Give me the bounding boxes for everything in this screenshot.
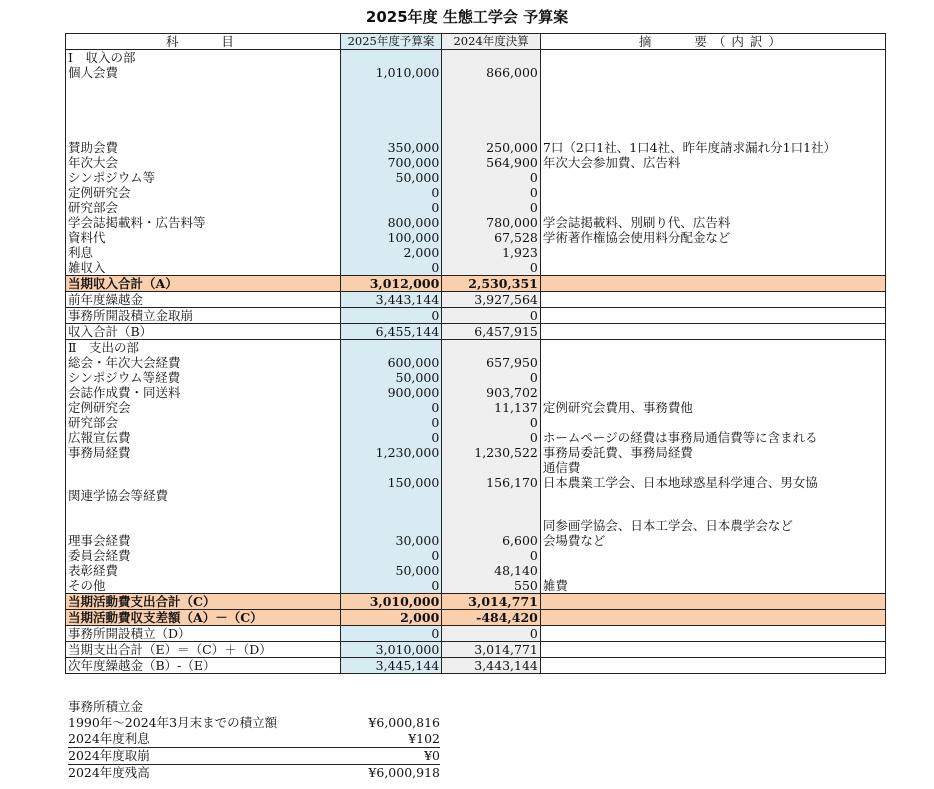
table-header-row — [66, 34, 886, 50]
row-settle: 780,000 — [442, 215, 541, 230]
row-settle: 0 — [442, 170, 541, 185]
reserve-fund-row — [68, 765, 440, 781]
table-row — [66, 475, 886, 518]
row-note — [540, 200, 885, 215]
reserve-d-budget: 0 — [340, 626, 442, 642]
row-note — [540, 185, 885, 200]
summary-row — [66, 308, 886, 324]
row-note — [540, 245, 885, 260]
reserve-fund-row — [68, 715, 440, 731]
row-item: 研究部会 — [66, 200, 341, 215]
row-item: シンポジウム等 — [66, 170, 341, 185]
row-budget: 0 — [340, 400, 442, 415]
summary-row — [66, 324, 886, 340]
row-budget: 900,000 — [340, 385, 442, 400]
table-row — [66, 65, 886, 80]
table-row — [66, 400, 886, 415]
reserve-fund-value: ¥102 — [408, 731, 440, 746]
row-budget: 0 — [340, 548, 442, 563]
row-settle: 564,900 — [442, 155, 541, 170]
row-settle: 0 — [442, 260, 541, 276]
row-note: 日本農業工学会、日本地球惑星科学連合、男女協 — [540, 475, 885, 518]
withdraw-label: 事務所開設積立金取崩 — [66, 308, 341, 324]
row-item: 広報宣伝費 — [66, 430, 341, 445]
row-settle: 550 — [442, 578, 541, 594]
summary-row — [66, 292, 886, 308]
reserve-d-settle: 0 — [442, 626, 541, 642]
row-budget: 150,000 — [340, 475, 442, 518]
row-budget: 50,000 — [340, 170, 442, 185]
table-row — [66, 578, 886, 594]
row-budget: 600,000 — [340, 355, 442, 370]
section-row — [66, 340, 886, 356]
row-item: 理事会経費 — [66, 533, 341, 548]
row-budget: 1,230,000 — [340, 445, 442, 460]
table-row — [66, 415, 886, 430]
table-row-continuation — [66, 460, 886, 475]
table-row — [66, 563, 886, 578]
summary-row — [66, 658, 886, 674]
row-settle: 866,000 — [442, 65, 541, 80]
reserve-fund-value: ¥6,000,918 — [368, 765, 440, 780]
row-budget: 50,000 — [340, 370, 442, 385]
row-settle: 0 — [442, 200, 541, 215]
row-item: 年次大会 — [66, 155, 341, 170]
row-budget: 30,000 — [340, 533, 442, 548]
row-settle: 1,923 — [442, 245, 541, 260]
row-item: 雑収入 — [66, 260, 341, 276]
table-row — [66, 200, 886, 215]
row-item: 表彰経費 — [66, 563, 341, 578]
table-row — [66, 355, 886, 370]
total-income-settle: 2,530,351 — [442, 276, 541, 292]
row-note — [540, 385, 885, 400]
row-note — [540, 548, 885, 563]
section-row — [66, 50, 886, 66]
row-item: その他 — [66, 578, 341, 594]
reserve-fund-label: 1990年～2024年3月末までの積立額 — [68, 715, 278, 730]
header-item: 科 目 — [66, 34, 341, 50]
reserve-fund-title: 事務所積立金 — [68, 699, 144, 714]
spacer-row — [66, 80, 886, 140]
row-budget: 0 — [340, 185, 442, 200]
row-settle: 0 — [442, 430, 541, 445]
row-budget: 0 — [340, 260, 442, 276]
row-item: 利息 — [66, 245, 341, 260]
row-settle: 11,137 — [442, 400, 541, 415]
table-row — [66, 170, 886, 185]
total-expense-budget: 3,010,000 — [340, 594, 442, 610]
next-carry-settle: 3,443,144 — [442, 658, 541, 674]
summary-row — [66, 626, 886, 642]
row-budget: 700,000 — [340, 155, 442, 170]
row-note: 7口（2口1社、1口4社、昨年度請求漏れ分1口1社） — [540, 140, 885, 155]
table-row — [66, 245, 886, 260]
row-item: 会誌作成費・同送料 — [66, 385, 341, 400]
row-item: シンポジウム等経費 — [66, 370, 341, 385]
next-carry-budget: 3,445,144 — [340, 658, 442, 674]
row-settle: 250,000 — [442, 140, 541, 155]
budget-table — [65, 33, 886, 674]
total-e-budget: 3,010,000 — [340, 642, 442, 658]
row-settle: 48,140 — [442, 563, 541, 578]
row-note: 定例研究会費用、事務費他 — [540, 400, 885, 415]
reserve-fund-value: ¥6,000,816 — [368, 715, 440, 730]
row-budget: 50,000 — [340, 563, 442, 578]
section-title: Ⅱ 支出の部 — [66, 340, 341, 356]
row-budget: 0 — [340, 415, 442, 430]
row-settle: 156,170 — [442, 475, 541, 518]
table-row — [66, 155, 886, 170]
section-title: Ⅰ 収入の部 — [66, 50, 341, 66]
total-row — [66, 276, 886, 292]
total-e-label: 当期支出合計（E）＝（C）＋（D） — [66, 642, 341, 658]
reserve-d-label: 事務所開設積立（D） — [66, 626, 341, 642]
reserve-fund-row — [68, 748, 440, 765]
row-item: 総会・年次大会経費 — [66, 355, 341, 370]
total-income-label: 当期収入合計（A） — [66, 276, 341, 292]
withdraw-settle: 0 — [442, 308, 541, 324]
total-expense-settle: 3,014,771 — [442, 594, 541, 610]
carry-settle: 3,927,564 — [442, 292, 541, 308]
total-e-settle: 3,014,771 — [442, 642, 541, 658]
header-settle: 2024年度決算 — [442, 34, 541, 50]
row-budget: 0 — [340, 578, 442, 594]
total-b-settle: 6,457,915 — [442, 324, 541, 340]
reserve-fund-value: ¥0 — [424, 748, 440, 763]
row-note — [540, 415, 885, 430]
row-item: 賛助会費 — [66, 140, 341, 155]
balance-budget: 2,000 — [340, 610, 442, 626]
row-note: 年次大会参加費、広告料 — [540, 155, 885, 170]
total-b-budget: 6,455,144 — [340, 324, 442, 340]
row-budget: 100,000 — [340, 230, 442, 245]
carry-label: 前年度繰越金 — [66, 292, 341, 308]
row-note: 会場費など — [540, 533, 885, 548]
row-settle: 0 — [442, 415, 541, 430]
row-note: 事務局委託費、事務局経費 — [540, 445, 885, 460]
header-note: 摘 要（内訳） — [540, 34, 885, 50]
reserve-fund-block — [68, 699, 440, 781]
row-item: 資料代 — [66, 230, 341, 245]
row-item: 事務局経費 — [66, 445, 341, 460]
row-settle: 903,702 — [442, 385, 541, 400]
row-budget: 1,010,000 — [340, 65, 442, 80]
table-row — [66, 140, 886, 155]
row-budget: 2,000 — [340, 245, 442, 260]
row-settle: 657,950 — [442, 355, 541, 370]
table-row — [66, 215, 886, 230]
total-b-label: 収入合計（B） — [66, 324, 341, 340]
row-budget: 0 — [340, 430, 442, 445]
row-item: 定例研究会 — [66, 400, 341, 415]
row-note — [540, 355, 885, 370]
row-note — [540, 65, 885, 80]
row-budget: 800,000 — [340, 215, 442, 230]
row-note: ホームページの経費は事務局通信費等に含まれる — [540, 430, 885, 445]
row-item: 個人会費 — [66, 65, 341, 80]
reserve-fund-row — [68, 731, 440, 748]
table-row — [66, 385, 886, 400]
row-settle: 0 — [442, 370, 541, 385]
balance-label: 当期活動費収支差額（A）－（C） — [66, 610, 341, 626]
row-settle: 0 — [442, 548, 541, 563]
row-note: 通信費 — [540, 460, 885, 475]
row-item: 研究部会 — [66, 415, 341, 430]
total-row — [66, 594, 886, 610]
table-row — [66, 548, 886, 563]
next-carry-label: 次年度繰越金（B）-（E） — [66, 658, 341, 674]
row-settle: 67,528 — [442, 230, 541, 245]
row-note — [540, 563, 885, 578]
table-row — [66, 533, 886, 548]
row-settle: 1,230,522 — [442, 445, 541, 460]
table-row — [66, 185, 886, 200]
row-note: 雑費 — [540, 578, 885, 594]
table-row — [66, 230, 886, 245]
row-item: 学会誌掲載料・広告料等 — [66, 215, 341, 230]
row-note — [540, 170, 885, 185]
row-note — [540, 260, 885, 276]
total-income-budget: 3,012,000 — [340, 276, 442, 292]
row-note: 同参画学協会、日本工学会、日本農学会など — [540, 518, 885, 533]
balance-settle: -484,420 — [442, 610, 541, 626]
reserve-fund-label: 2024年度利息 — [68, 731, 150, 746]
page-title: 2025年度 生態工学会 予算案 — [365, 8, 569, 26]
table-row — [66, 430, 886, 445]
row-item: 関連学協会等経費 — [66, 475, 341, 518]
carry-budget: 3,443,144 — [340, 292, 442, 308]
withdraw-budget: 0 — [340, 308, 442, 324]
total-row — [66, 610, 886, 626]
table-row — [66, 260, 886, 276]
total-expense-label: 当期活動費支出合計（C） — [66, 594, 341, 610]
row-note: 学会誌掲載料、別刷り代、広告料 — [540, 215, 885, 230]
table-row — [66, 445, 886, 460]
table-row — [66, 370, 886, 385]
summary-row — [66, 642, 886, 658]
row-note: 学術著作権協会使用料分配金など — [540, 230, 885, 245]
reserve-fund-label: 2024年度取崩 — [68, 748, 150, 763]
row-settle: 6,600 — [442, 533, 541, 548]
header-budget: 2025年度予算案 — [340, 34, 442, 50]
row-item: 定例研究会 — [66, 185, 341, 200]
reserve-fund-label: 2024年度残高 — [68, 765, 150, 780]
row-settle: 0 — [442, 185, 541, 200]
table-row-continuation — [66, 518, 886, 533]
row-note — [540, 370, 885, 385]
row-budget: 0 — [340, 200, 442, 215]
row-item: 委員会経費 — [66, 548, 341, 563]
row-budget: 350,000 — [340, 140, 442, 155]
